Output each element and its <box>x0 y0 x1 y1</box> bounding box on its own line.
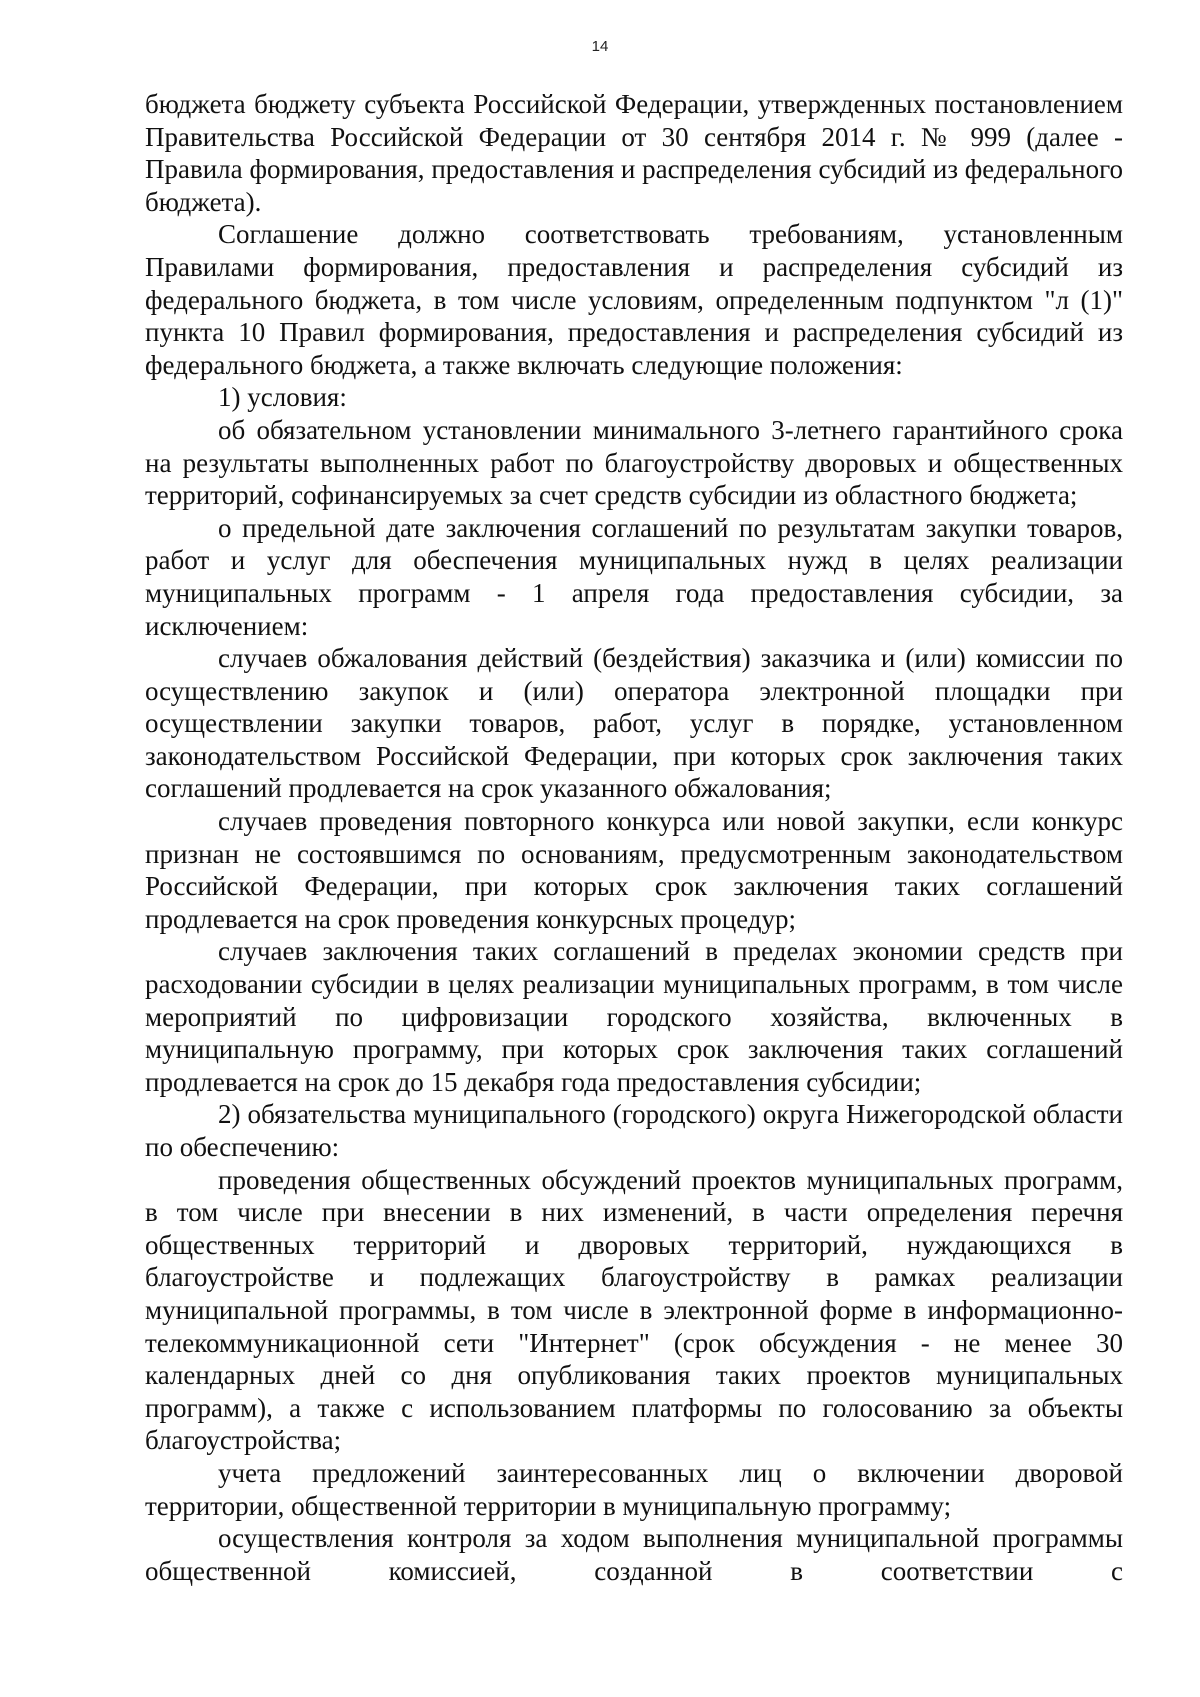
document-body <box>145 88 1123 1587</box>
paragraph-agreement: Соглашение должно соответствовать требованиям, установленным Правилами формирования, предоставления и распределения субсидий из федерального бюджета, в том числе условиям, определенным подпунктом "л (1)" пункта 10 Правил формирования, предоставления и распределения субсидий из федерального бюджета, а также включать следующие положения: <box>145 219 1123 380</box>
paragraph-obligations-heading: 2) обязательства муниципального (городского) округа Нижегородской области по обеспечению: <box>145 1099 1123 1162</box>
paragraph-continuation: бюджета бюджету субъекта Российской Федерации, утвержденных постановлением Правительства Российской Федерации от 30 сентября 2014 г. № 999 (далее - Правила формирования, предоставления и распределения субсидий из федерального бюджета). <box>145 89 1123 217</box>
paragraph-conditions-heading: 1) условия: <box>218 382 347 413</box>
paragraph-proposals: учета предложений заинтересованных лиц о включении дворовой территории, общественной территории в муниципальную программу; <box>145 1457 1123 1521</box>
paragraph-warranty: об обязательном установлении минимального 3-летнего гарантийного срока на результаты выполненных работ по благоустройству дворовых и общественных территорий, софинансируемых за счет средств субсидии из областного бюджета; <box>145 414 1123 511</box>
paragraph-control: осуществления контроля за ходом выполнения муниципальной программы общественной комиссией, созданной в соответствии с <box>145 1523 1123 1586</box>
paragraph-savings-case: случаев заключения таких соглашений в пределах экономии средств при расходовании субсидии в целях реализации муниципальных программ, в том числе мероприятий по цифровизации городского хозяйства, включенных в муниципальную программу, при которых срок заключения таких соглашений продлевается на срок до 15 декабря года предоставления субсидии; <box>145 936 1123 1097</box>
paragraph-deadline: о предельной дате заключения соглашений по результатам закупки товаров, работ и услуг для обеспечения муниципальных нужд в целях реализации муниципальных программ - 1 апреля года предоставления субсидии, за исключением: <box>145 512 1123 641</box>
paragraph-public-discussions: проведения общественных обсуждений проектов муниципальных программ, в том числе при внесении в них изменений, в части определения перечня общественных территорий и дворовых территорий, нуждающихся в благоустройстве и подлежащих благоустройству в рамках реализации муниципальной программы, в том числе в электронной форме в информационно-телекоммуникационной сети "Интернет" (срок обсуждения - не менее 30 календарных дней со дня опубликования таких проектов муниципальных программ), а также с использованием платформы по голосованию за объекты благоустройства; <box>145 1164 1123 1456</box>
page-number: 14 <box>591 38 609 55</box>
paragraph-appeal-case: случаев обжалования действий (бездействия) заказчика и (или) комиссии по осуществлению закупок и (или) оператора электронной площадки при осуществлении закупки товаров, работ, услуг в порядке, установленном законодательством Российской Федерации, при которых срок заключения таких соглашений продлевается на срок указанного обжалования; <box>145 643 1123 804</box>
paragraph-repeat-tender-case: случаев проведения повторного конкурса или новой закупки, если конкурс признан не состоявшимся по основаниям, предусмотренным законодательством Российской Федерации, при которых срок заключения таких соглашений продлевается на срок проведения конкурсных процедур; <box>145 806 1123 934</box>
